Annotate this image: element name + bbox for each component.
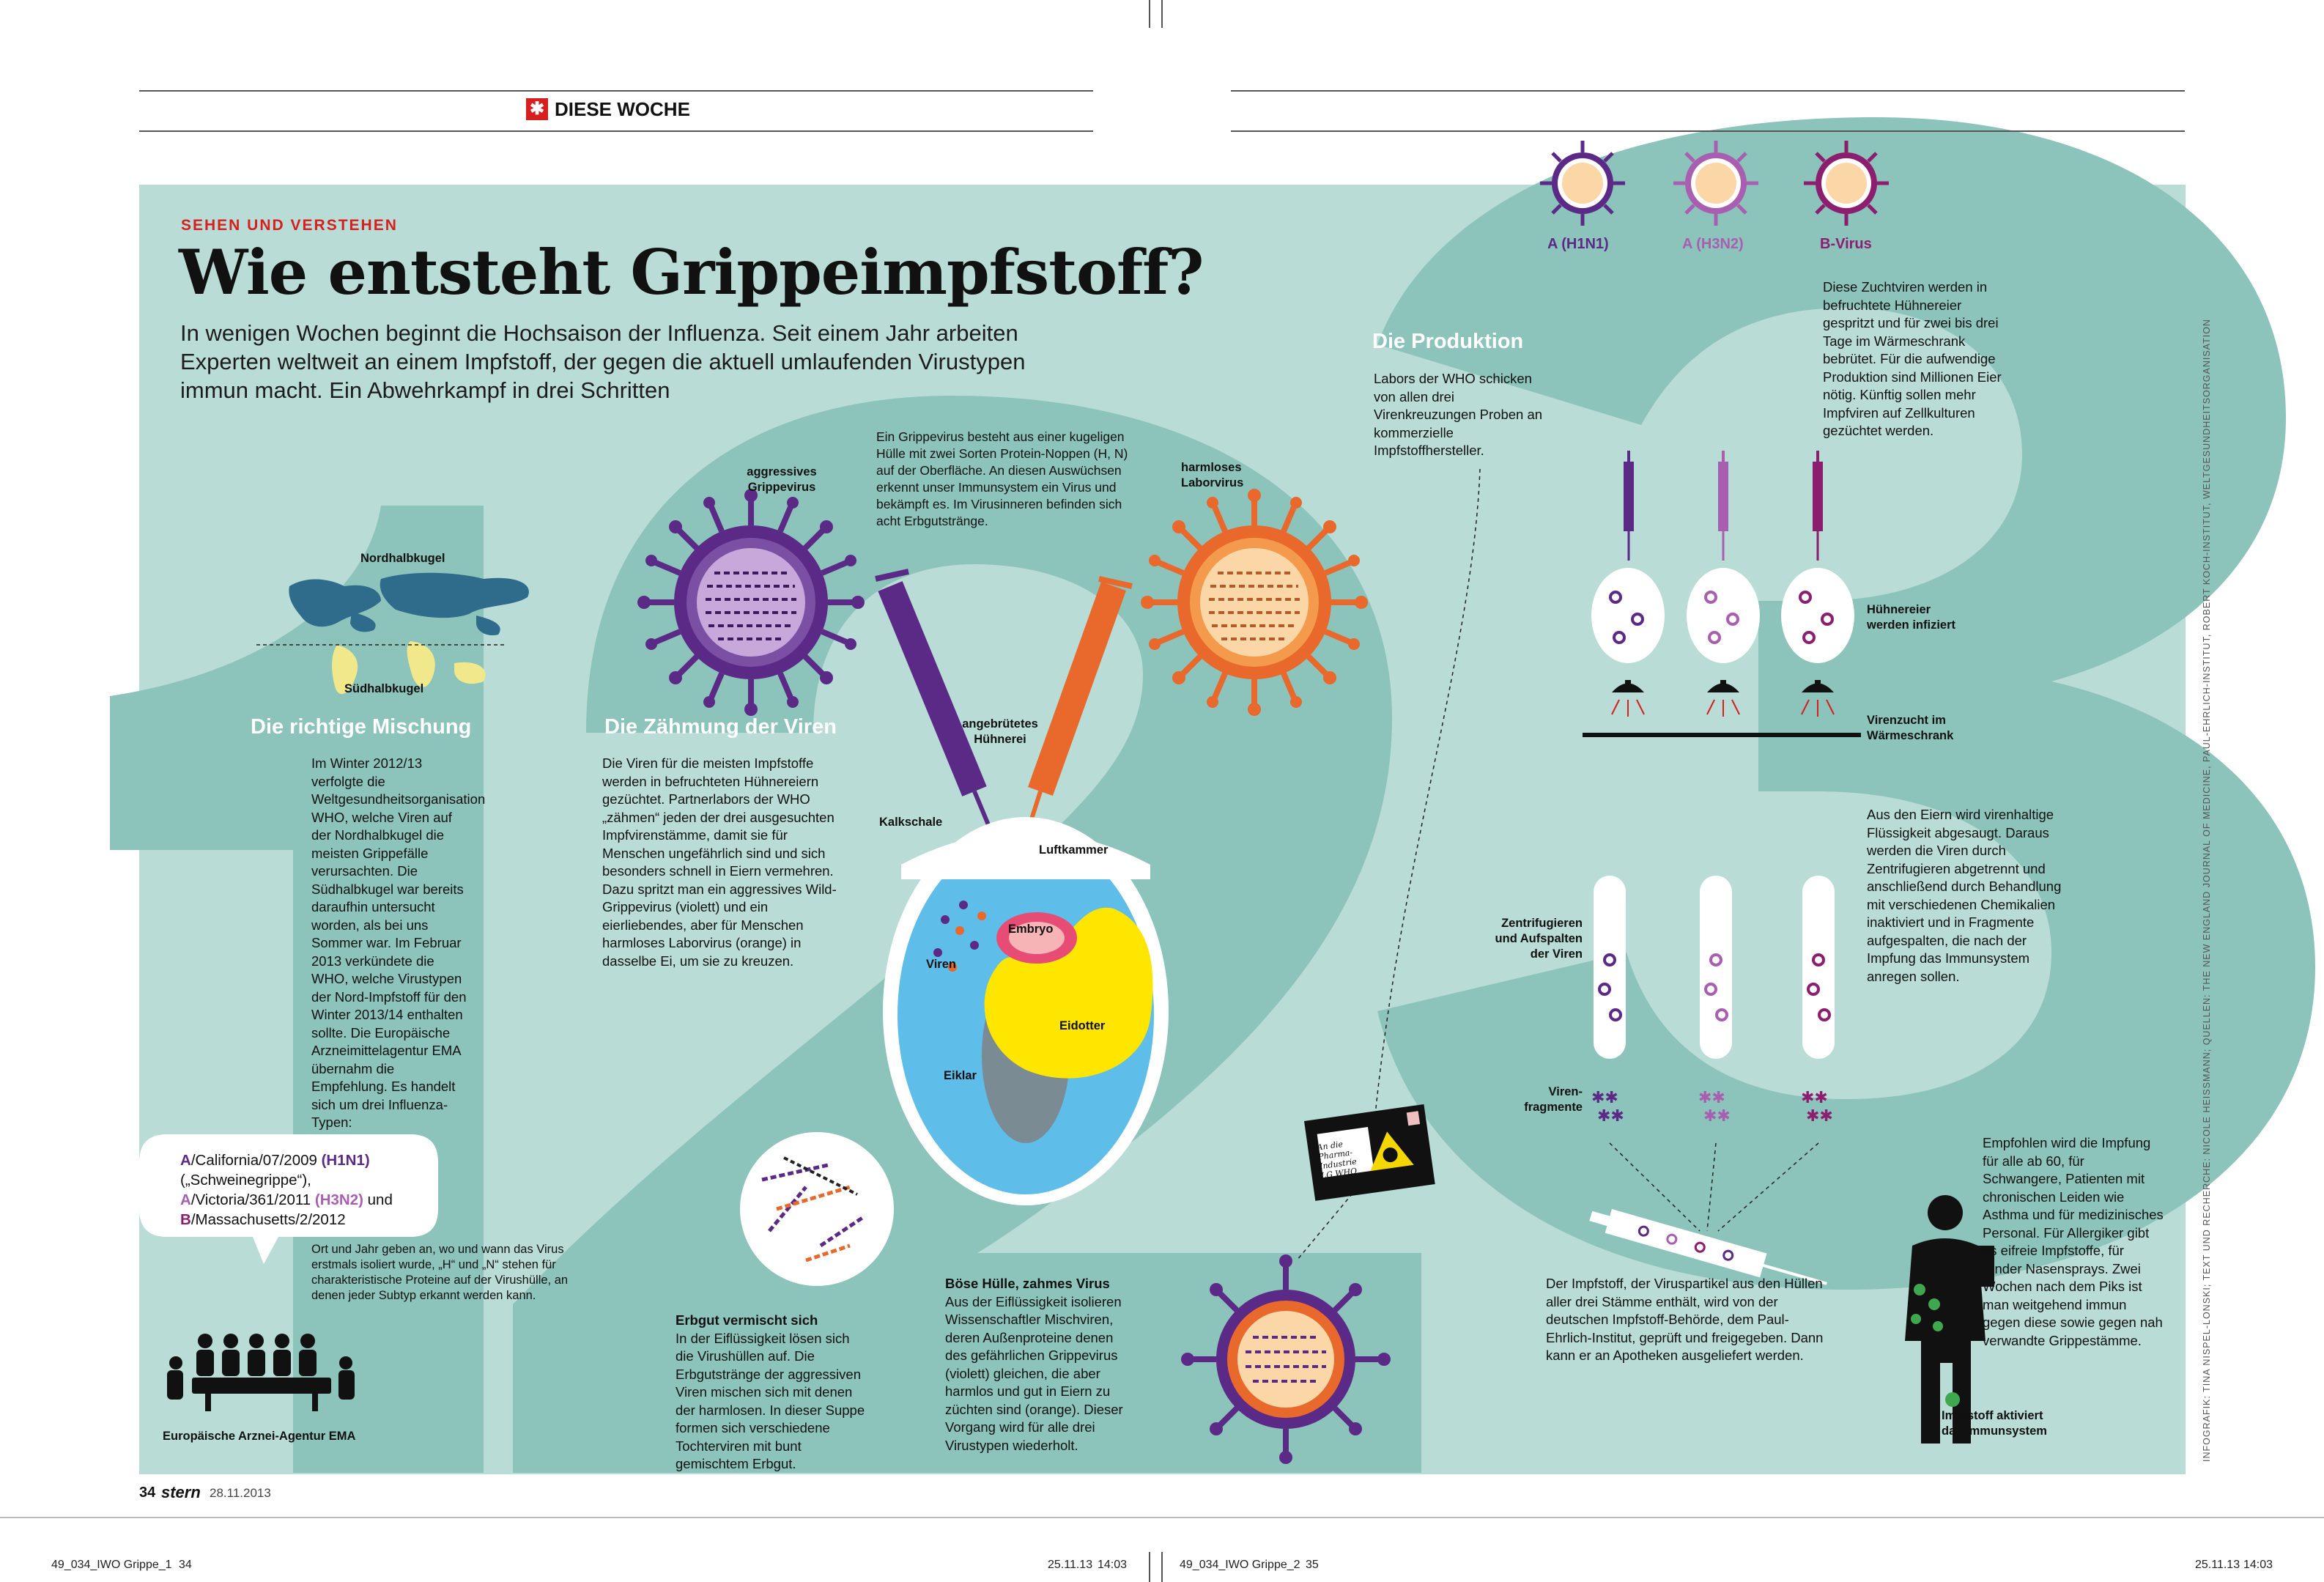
ema-label: Europäische Arznei-Agentur EMA bbox=[163, 1430, 356, 1443]
section1-title: Die richtige Mischung bbox=[251, 715, 472, 739]
credits: INFOGRAFIK: TINA NISPEL-LONSKI; TEXT UND RECHERCHE: NICOLE HEISSMANN; QUELLEN: THE NEW ENGLAND JOURNAL OF MEDICINE, PAUL-EHRLICH-INSTITUT, ROBERT KOCH-INSTITUT, WELTGESUNDHEITSORGANISATION bbox=[2202, 319, 2212, 1462]
immune-label: Impfstoff aktiviert das Immunsystem bbox=[1942, 1409, 2047, 1438]
egg-shell-label: Kalkschale bbox=[879, 816, 943, 829]
fragments-label: Viren-fragmente bbox=[1524, 1085, 1583, 1114]
harmless-virus-graphic bbox=[1141, 489, 1368, 716]
slug-right-page: 35 bbox=[1306, 1559, 1319, 1571]
egg-incubated-label: angebrütetes Hühnerei bbox=[962, 717, 1038, 746]
section2-title: Die Zähmung der Viren bbox=[604, 715, 837, 739]
map-south-label: Südhalbkugel bbox=[344, 682, 424, 695]
svg-text:✱✱: ✱✱ bbox=[1703, 1106, 1731, 1125]
slug-left-file: 49_034_IWO Grippe_1 bbox=[51, 1559, 172, 1571]
egg-aircell-label: Luftkammer bbox=[1039, 843, 1109, 857]
intro-text: In wenigen Wochen beginnt die Hochsaison der Influenza. Seit einem Jahr arbeiten Experten weltweit an einem Impfstoff, der gegen die aktuell umlaufenden Virustypen immun macht. Ein Abwehrkampf in drei Schritten bbox=[180, 320, 1026, 403]
huelle-title: Böse Hülle, zahmes Virus bbox=[945, 1276, 1110, 1291]
type-label-b: B-Virus bbox=[1820, 236, 1872, 252]
erbgut-title: Erbgut vermischt sich bbox=[676, 1312, 818, 1328]
section-label: DIESE WOCHE bbox=[555, 98, 690, 120]
erbgut-box bbox=[676, 1312, 866, 1474]
centrifuge-text: Aus den Eiern wird virenhaltige Flüssigkeit abgesaugt. Daraus werden die Viren durch Zentrifugieren abgetrennt und anschließend durch Behandlung mit verschiedenen Chemikalien inaktiviert und in Fragmente aufgespalten, die nach der Impfung das Immunsystem anregen sollen. bbox=[1867, 807, 2062, 984]
type-label-h1n1: A (H1N1) bbox=[1547, 236, 1609, 252]
aggressive-virus-label: aggressives Grippevirus bbox=[747, 465, 817, 494]
incubator-label: Virenzucht im Wärmeschrank bbox=[1867, 714, 1954, 742]
infected-egg-1 bbox=[1591, 568, 1665, 663]
test-tube-2 bbox=[1700, 876, 1732, 1059]
envelope-address: An die Pharma-Industrie LG WHO bbox=[1316, 1139, 1358, 1181]
type-virus-h3n2 bbox=[1673, 141, 1758, 226]
slug-right-file: 49_034_IWO Grippe_2 bbox=[1180, 1559, 1300, 1571]
egg-cross-section bbox=[883, 817, 1169, 1205]
recommend-text: Empfohlen wird die Impfung für alle ab 60, für Schwangere, Patienten mit chronischen Leiden wie Asthma und für medizinisches Personal. Für Allergiker gibt es eifreie Impfstoffe, für Kinder Nasensprays. Zwei Wochen nach dem Piks ist man weitgehend immun gegen diese sowie gegen nah verwandte Grippestämme. bbox=[1983, 1135, 2164, 1348]
test-tube-3 bbox=[1802, 876, 1835, 1059]
map-north-label: Nordhalbkugel bbox=[360, 552, 445, 565]
erbgut-magnifier bbox=[740, 1132, 894, 1286]
harmless-virus-label: harmloses Laborvirus bbox=[1181, 461, 1244, 489]
huelle-text: Aus der Eiflüssigkeit isolieren Wissenschaftler Mischviren, deren Außenproteine denen des gefährlichen Grippevirus (violett) gleichen, die aber harmlos und gut in Eiern zu züchten sind (orange). Dieser Vorgang wird für alle drei Virustypen wiederholt. bbox=[945, 1293, 1123, 1453]
section2-text: Die Viren für die meisten Impfstoffe werden in befruchteten Hühnereiern gezüchtet. Partnerlabors der WHO „zähmen“ jeden der drei ausgesuchten Impfvirenstämme, damit sie für Menschen ungefährlich sind und sich besonders schnell in Eiern vermehren. Dazu spritzt man ein aggressives Wild-Grippevirus (violett) und ein eierliebendes, aber für Menschen harmloses Laborvirus (orange) in dasselbe Ei, um sie zu kreuzen. bbox=[602, 755, 837, 969]
virus-description: Ein Grippevirus besteht aus einer kugeligen Hülle mit zwei Sorten Protein-Noppen (H, N) auf der Oberfläche. An diesen Auswüchsen erkennt unser Immunsystem ein Virus und bekämpft es. Im Virusinneren befinden sich acht Erbgutstränge. bbox=[876, 429, 1128, 528]
folio-page: 34 bbox=[139, 1485, 156, 1501]
vaccine-text: Der Impfstoff, der Viruspartikel aus den Hüllen aller drei Stämme enthält, wird von der deutschen Impfstoff-Behörde, dem Paul-Ehrlich-Institut, geprüft und freigegeben. Dann kann er an Apotheken ausgeliefert werden. bbox=[1546, 1276, 1824, 1363]
slug-right-time: 14:03 bbox=[2243, 1559, 2273, 1571]
svg-text:✱✱: ✱✱ bbox=[1806, 1106, 1833, 1125]
type-virus-h1n1 bbox=[1540, 141, 1625, 226]
svg-text:✱✱: ✱✱ bbox=[1591, 1088, 1618, 1106]
egg-white-label: Eiklar bbox=[944, 1069, 977, 1082]
breed-text: Diese Zuchtviren werden in befruchtete Hühnereier gespritzt und für zwei bis drei Tage im Wärmeschrank bebrütet. Für die aufwendige Produktion sind Millionen Eier nötig. Künftig sollen mehr Impfviren auf Zellkulturen gezüchtet werden. bbox=[1823, 279, 2002, 438]
page-title: Wie entsteht Grippeimpfstoff? bbox=[179, 236, 1204, 308]
egg-yolk-label: Eidotter bbox=[1059, 1019, 1106, 1032]
svg-text:✱✱: ✱✱ bbox=[1801, 1088, 1828, 1106]
immune-cell-icon bbox=[1945, 1392, 1960, 1407]
test-tube-1 bbox=[1594, 876, 1626, 1059]
section3-title: Die Produktion bbox=[1372, 330, 1524, 353]
svg-text:✱✱: ✱✱ bbox=[1597, 1106, 1624, 1125]
svg-text:✱✱: ✱✱ bbox=[1698, 1088, 1725, 1106]
stern-logo-icon: ✱ bbox=[526, 98, 548, 120]
type-virus-b bbox=[1804, 141, 1889, 226]
slug-right-date: 25.11.13 bbox=[2195, 1559, 2240, 1571]
erbgut-text: In der Eiflüssigkeit lösen sich die Virushüllen auf. Die Erbgutstränge der aggressiven Viren mischen sich mit denen der harmlosen. In dieser Suppe formen sich verschiedene Tochterviren mit bunt gemischtem Erbgut. bbox=[676, 1330, 865, 1471]
egg-embryo-label: Embryo bbox=[1008, 923, 1054, 936]
slug-left-page: 34 bbox=[179, 1559, 192, 1571]
egg-viruses-label: Viren bbox=[926, 958, 956, 971]
aggressive-virus-graphic bbox=[637, 489, 865, 716]
folio-date: 28.11.2013 bbox=[210, 1486, 271, 1500]
virus-types-list: A/California/07/2009 (H1N1) („Schweinegrippe“), A/Victoria/361/2011 (H3N2) und B/Massachusetts/2/2012 bbox=[180, 1152, 393, 1228]
slug-left-time: 14:03 bbox=[1098, 1559, 1128, 1571]
infected-egg-3 bbox=[1781, 568, 1854, 663]
type-footnote: Ort und Jahr geben an, wo und wann das Virus erstmals isoliert wurde, „H“ und „N“ stehen für charakteristische Proteine auf der Virushülle, an denen jeder Subtyp erkannt werden kann. bbox=[311, 1243, 569, 1302]
centrifuge-label: Zentrifugieren und Aufspalten der Viren bbox=[1495, 917, 1583, 961]
kicker: SEHEN UND VERSTEHEN bbox=[181, 217, 398, 234]
mixed-virus-graphic bbox=[1181, 1254, 1391, 1464]
infected-egg-2 bbox=[1687, 568, 1760, 663]
section1-text: Im Winter 2012/13 verfolgte die Weltgesundheitsorganisation WHO, welche Viren auf der Nordhalbkugel die meisten Grippefälle verursachten. Die Südhalbkugel war bereits daraufhin untersucht worden, als bei uns Sommer war. Im Februar 2013 verkündete die WHO, welche Virustypen der Nord-Impfstoff für den Winter 2013/14 enthalten sollte. Die Europäische Arzneimittelagentur EMA übernahm die Empfehlung. Es handelt sich um drei Influenza-Typen: bbox=[311, 755, 486, 1130]
folio-magazine: stern bbox=[161, 1483, 201, 1501]
eggs-label: Hühnereier werden infiziert bbox=[1867, 603, 1956, 632]
type-label-h3n2: A (H3N2) bbox=[1682, 236, 1744, 252]
slug-left-date: 25.11.13 bbox=[1048, 1559, 1093, 1571]
huelle-box bbox=[945, 1275, 1136, 1455]
section3-text: Labors der WHO schicken von allen drei Virenkreuzungen Proben an kommerzielle Impfstoffhersteller. bbox=[1374, 371, 1543, 458]
